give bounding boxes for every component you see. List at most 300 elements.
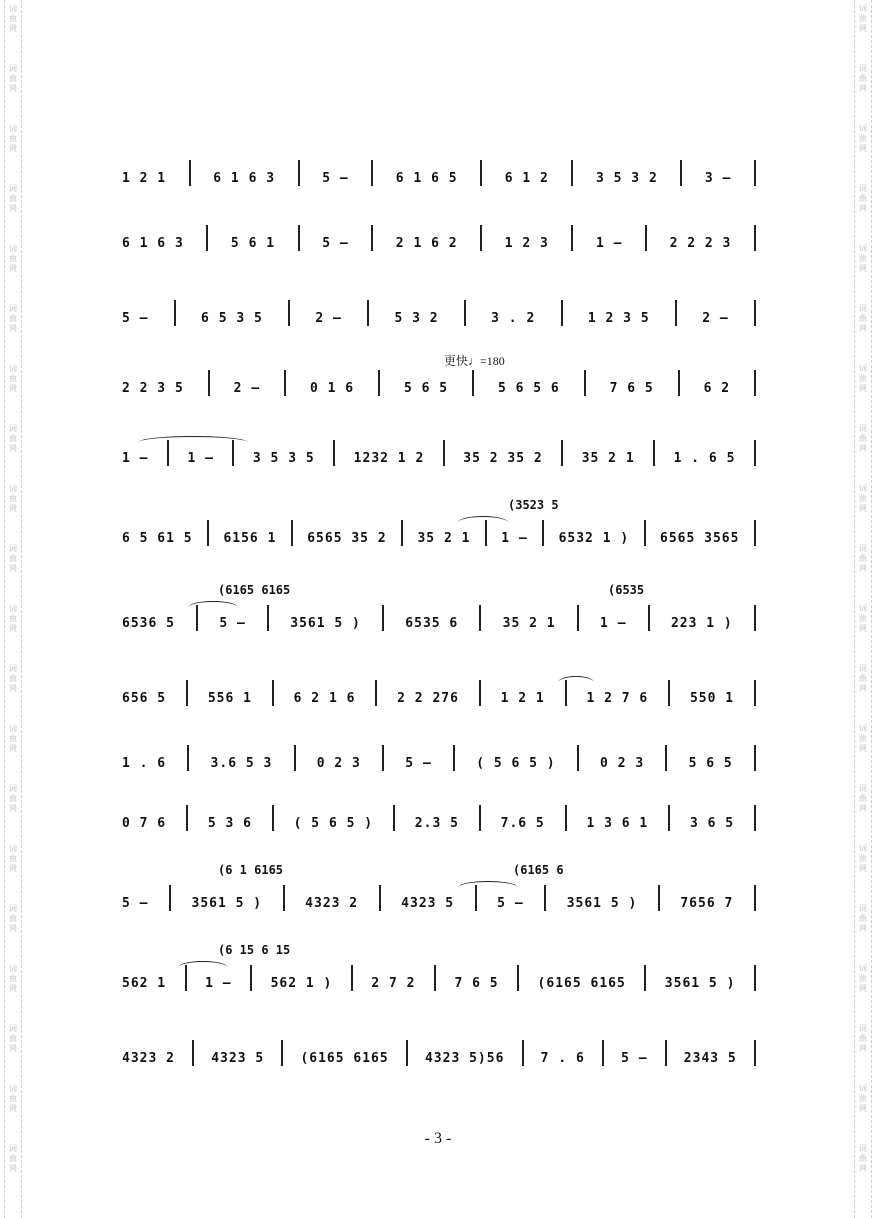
barline: [284, 370, 286, 396]
watermark-group: [5, 780, 21, 840]
watermark-glyph: 网: [859, 264, 867, 273]
score-line: [118, 215, 758, 259]
measure: 5 —: [322, 236, 349, 251]
barline: [393, 805, 395, 831]
barline: [658, 885, 660, 911]
watermark-group: [855, 300, 871, 360]
score-line: [118, 498, 758, 554]
watermark-glyph: 词: [9, 544, 17, 553]
barline: [206, 225, 208, 251]
watermark-glyph: 曲: [9, 674, 17, 683]
watermark-group: [855, 480, 871, 540]
barline: [208, 370, 210, 396]
barline: [754, 605, 756, 631]
measure: 2 —: [315, 311, 342, 326]
watermark-glyph: 词: [859, 184, 867, 193]
measure: 1232 1 2: [353, 451, 425, 466]
watermark-glyph: 词: [9, 4, 17, 13]
watermark-glyph: 曲: [859, 674, 867, 683]
watermark-group: [855, 240, 871, 300]
measure: 3 —: [704, 171, 732, 186]
barline: [207, 520, 209, 546]
measure: 7 6 5: [609, 381, 654, 396]
watermark-glyph: 网: [9, 384, 17, 393]
left-watermark-strip: [4, 0, 22, 1218]
measure: 3 . 2: [491, 311, 536, 326]
measure: 1 —: [501, 531, 528, 546]
measure: 2.3 5: [414, 816, 459, 831]
barline: [542, 520, 544, 546]
tempo-marking: 更快♩=180: [444, 354, 505, 368]
watermark-glyph: 网: [9, 444, 17, 453]
watermark-glyph: 网: [859, 24, 867, 33]
measure: 4323 5: [401, 896, 455, 911]
prelude-annotation: (6165 6165: [218, 583, 291, 597]
watermark-glyph: 曲: [859, 494, 867, 503]
slur-mark: [138, 436, 248, 449]
barline: [472, 370, 474, 396]
watermark-glyph: 曲: [859, 374, 867, 383]
watermark-group: [855, 900, 871, 960]
watermark-glyph: 网: [859, 984, 867, 993]
measure: ( 5 6 5 ): [476, 756, 556, 771]
watermark-glyph: 网: [859, 384, 867, 393]
watermark-glyph: 曲: [9, 494, 17, 503]
watermark-glyph: 词: [859, 664, 867, 673]
measure: 1 3 6 1: [586, 816, 649, 831]
barline: [283, 885, 285, 911]
watermark-glyph: 网: [859, 1164, 867, 1173]
watermark-glyph: 网: [9, 684, 17, 693]
watermark-glyph: 曲: [859, 1154, 867, 1163]
measure: 2 2 276: [397, 691, 459, 706]
watermark-glyph: 曲: [859, 614, 867, 623]
watermark-group: [855, 60, 871, 120]
watermark-group: [855, 600, 871, 660]
watermark-glyph: 曲: [859, 254, 867, 263]
watermark-group: [5, 660, 21, 720]
measure: 1 . 6: [122, 756, 167, 771]
barline: [754, 440, 756, 466]
watermark-glyph: 网: [9, 864, 17, 873]
watermark-group: [855, 840, 871, 900]
notation-row: [118, 225, 758, 251]
watermark-group: [855, 960, 871, 1020]
watermark-group: [5, 900, 21, 960]
measure: 4323 2: [122, 1051, 175, 1066]
watermark-glyph: 网: [9, 1044, 17, 1053]
watermark-glyph: 曲: [9, 854, 17, 863]
barline: [754, 225, 756, 251]
watermark-glyph: 曲: [9, 134, 17, 143]
barline: [464, 300, 466, 326]
notation-row: [118, 745, 758, 771]
watermark-glyph: 曲: [9, 14, 17, 23]
measure: 5 —: [621, 1051, 648, 1066]
measure: 7.6 5: [500, 816, 545, 831]
measure: 5 6 5 6: [497, 381, 560, 396]
barline: [754, 965, 756, 991]
slur-mark: [178, 961, 228, 974]
watermark-glyph: 词: [9, 1144, 17, 1153]
barline: [653, 440, 655, 466]
barline: [401, 520, 403, 546]
watermark-group: [855, 0, 871, 60]
measure: 4323 2: [305, 896, 359, 911]
watermark-group: [5, 480, 21, 540]
measure: 2 2 2 3: [669, 236, 732, 251]
measure: 2343 5: [683, 1051, 737, 1066]
measure: 0 2 3: [316, 756, 361, 771]
watermark-glyph: 曲: [859, 134, 867, 143]
measure: 3561 5 ): [191, 896, 263, 911]
watermark-glyph: 网: [859, 84, 867, 93]
barline: [187, 745, 189, 771]
measure: 6 5 3 5: [201, 311, 263, 326]
measure: 2 2 3 5: [122, 381, 184, 396]
watermark-glyph: 网: [9, 744, 17, 753]
barline: [367, 300, 369, 326]
barline: [644, 520, 646, 546]
barline: [281, 1040, 283, 1066]
watermark-glyph: 词: [9, 1084, 17, 1093]
barline: [298, 225, 300, 251]
watermark-glyph: 词: [859, 724, 867, 733]
barline: [665, 745, 667, 771]
watermark-group: [855, 780, 871, 840]
measure: 35 2 1: [502, 616, 556, 631]
watermark-group: [5, 420, 21, 480]
measure: 5 6 5: [403, 381, 449, 396]
watermark-glyph: 词: [9, 484, 17, 493]
measure: 6 1 6 5: [395, 171, 458, 186]
watermark-glyph: 网: [9, 984, 17, 993]
watermark-glyph: 曲: [859, 74, 867, 83]
prelude-annotation: (6165 6: [513, 863, 564, 877]
measure: 5 —: [322, 171, 349, 186]
watermark-glyph: 网: [9, 204, 17, 213]
barline: [479, 605, 481, 631]
watermark-group: [5, 240, 21, 300]
barline: [754, 520, 756, 546]
barline: [754, 805, 756, 831]
barline: [272, 805, 274, 831]
watermark-glyph: 曲: [9, 734, 17, 743]
measure: 3 5 3 5: [252, 451, 315, 466]
watermark-group: [855, 420, 871, 480]
measure: 2 —: [233, 381, 261, 396]
watermark-glyph: 曲: [859, 1034, 867, 1043]
measure: 3561 5 ): [290, 616, 361, 631]
barline: [571, 160, 573, 186]
barline: [406, 1040, 408, 1066]
watermark-glyph: 网: [859, 684, 867, 693]
measure: 5 —: [122, 311, 149, 326]
barline: [561, 440, 563, 466]
barline: [434, 965, 436, 991]
barline: [665, 1040, 667, 1066]
score-line: [118, 1030, 758, 1074]
watermark-glyph: 网: [9, 624, 17, 633]
score-line: [118, 360, 758, 404]
barline: [351, 965, 353, 991]
watermark-glyph: 网: [859, 564, 867, 573]
measure: 2 7 2: [371, 976, 416, 991]
watermark-glyph: 网: [9, 564, 17, 573]
barline: [480, 160, 482, 186]
barline: [577, 605, 579, 631]
score-line: [118, 430, 758, 474]
watermark-glyph: 曲: [9, 1154, 17, 1163]
barline: [584, 370, 586, 396]
watermark-group: [5, 60, 21, 120]
watermark-glyph: 曲: [859, 734, 867, 743]
watermark-glyph: 词: [9, 784, 17, 793]
watermark-glyph: 曲: [859, 314, 867, 323]
barline: [298, 160, 300, 186]
measure: 5 6 1: [230, 236, 276, 251]
watermark-glyph: 词: [859, 424, 867, 433]
watermark-group: [855, 1140, 871, 1200]
watermark-glyph: 网: [9, 84, 17, 93]
watermark-group: [5, 720, 21, 780]
notation-row: [118, 370, 758, 396]
watermark-glyph: 词: [859, 4, 867, 13]
watermark-glyph: 词: [9, 664, 17, 673]
measure: 6156 1: [223, 531, 277, 546]
notation-row: [118, 160, 758, 186]
watermark-group: [5, 600, 21, 660]
barline: [544, 885, 546, 911]
watermark-glyph: 网: [9, 264, 17, 273]
measure: 5 —: [122, 896, 149, 911]
watermark-glyph: 词: [9, 184, 17, 193]
watermark-glyph: 网: [859, 864, 867, 873]
barline: [577, 745, 579, 771]
barline: [375, 680, 377, 706]
measure: 4323 5: [211, 1051, 265, 1066]
measure: 1 —: [205, 976, 232, 991]
measure: 35 2 35 2: [463, 451, 543, 466]
measure: 1 2 1: [122, 171, 167, 186]
measure: 562 1 ): [270, 976, 333, 991]
measure: 1 —: [600, 616, 627, 631]
watermark-glyph: 词: [9, 964, 17, 973]
slur-mark: [458, 881, 518, 894]
measure: 6 2: [703, 381, 731, 396]
measure: 3 6 5: [689, 816, 735, 831]
watermark-group: [5, 540, 21, 600]
watermark-glyph: 网: [859, 324, 867, 333]
watermark-glyph: 词: [9, 304, 17, 313]
watermark-glyph: 曲: [859, 194, 867, 203]
barline: [480, 225, 482, 251]
barline: [333, 440, 335, 466]
barline: [186, 680, 188, 706]
watermark-glyph: 曲: [9, 254, 17, 263]
watermark-glyph: 词: [859, 844, 867, 853]
watermark-glyph: 网: [9, 1164, 17, 1173]
watermark-glyph: 网: [859, 1044, 867, 1053]
watermark-glyph: 词: [859, 544, 867, 553]
watermark-group: [5, 0, 21, 60]
barline: [571, 225, 573, 251]
watermark-glyph: 词: [9, 1024, 17, 1033]
watermark-glyph: 词: [9, 724, 17, 733]
watermark-glyph: 曲: [9, 74, 17, 83]
watermark-group: [855, 120, 871, 180]
barline: [565, 805, 567, 831]
barline: [186, 805, 188, 831]
watermark-glyph: 词: [859, 784, 867, 793]
barline: [267, 605, 269, 631]
watermark-glyph: 网: [859, 1104, 867, 1113]
barline: [192, 1040, 194, 1066]
measure: 1 —: [122, 451, 149, 466]
score-line: [118, 583, 758, 639]
barline: [602, 1040, 604, 1066]
measure: 35 2 1: [417, 531, 471, 546]
barline: [644, 965, 646, 991]
barline: [382, 605, 384, 631]
slur-mark: [558, 676, 594, 689]
barline: [169, 885, 171, 911]
score-line: [118, 795, 758, 839]
barline: [754, 370, 756, 396]
watermark-group: [5, 960, 21, 1020]
measure: 2 1 6 2: [395, 236, 458, 251]
measure: 6532 1 ): [558, 531, 630, 546]
measure: 223 1 ): [670, 616, 733, 631]
barline: [294, 745, 296, 771]
barline: [453, 745, 455, 771]
measure: (6165 6165: [300, 1051, 389, 1066]
watermark-glyph: 曲: [859, 794, 867, 803]
watermark-glyph: 词: [9, 64, 17, 73]
watermark-glyph: 词: [9, 364, 17, 373]
measure: 1 —: [187, 451, 214, 466]
notation-row: [118, 805, 758, 831]
barline: [291, 520, 293, 546]
barline: [250, 965, 252, 991]
watermark-glyph: 网: [9, 1104, 17, 1113]
watermark-glyph: 曲: [9, 794, 17, 803]
watermark-glyph: 网: [859, 924, 867, 933]
score-line: [118, 943, 758, 999]
watermark-glyph: 网: [9, 804, 17, 813]
watermark-glyph: 曲: [859, 854, 867, 863]
measure: 656 5: [122, 691, 167, 706]
watermark-group: [855, 540, 871, 600]
barline: [675, 300, 677, 326]
barline: [379, 885, 381, 911]
measure: 5 3 6: [207, 816, 252, 831]
watermark-group: [855, 1020, 871, 1080]
measure: 6565 35 2: [307, 531, 387, 546]
score-line: [118, 150, 758, 194]
watermark-glyph: 词: [859, 64, 867, 73]
watermark-group: [855, 660, 871, 720]
barline: [522, 1040, 524, 1066]
prelude-annotation: (6535: [608, 583, 645, 597]
barline: [174, 300, 176, 326]
watermark-glyph: 词: [859, 1024, 867, 1033]
measure: 35 2 1: [581, 451, 635, 466]
barline: [479, 805, 481, 831]
measure: 562 1: [122, 976, 167, 991]
watermark-glyph: 曲: [9, 194, 17, 203]
measure: 3561 5 ): [664, 976, 736, 991]
barline: [189, 160, 191, 186]
barline: [561, 300, 563, 326]
watermark-glyph: 词: [859, 964, 867, 973]
measure: 7 6 5: [454, 976, 499, 991]
watermark-glyph: 曲: [9, 914, 17, 923]
barline: [754, 300, 756, 326]
measure: 6 1 6 3: [122, 236, 184, 251]
measure: 1 . 6 5: [673, 451, 736, 466]
barline: [479, 680, 481, 706]
barline: [754, 745, 756, 771]
watermark-glyph: 词: [859, 1084, 867, 1093]
watermark-glyph: 曲: [859, 914, 867, 923]
watermark-glyph: 曲: [859, 14, 867, 23]
watermark-glyph: 词: [859, 484, 867, 493]
watermark-glyph: 网: [859, 144, 867, 153]
measure: 5 —: [405, 756, 432, 771]
watermark-glyph: 曲: [9, 1094, 17, 1103]
watermark-glyph: 词: [859, 124, 867, 133]
watermark-glyph: 网: [9, 924, 17, 933]
score-line: [118, 735, 758, 779]
notation-row: [118, 520, 758, 546]
watermark-group: [5, 120, 21, 180]
notation-row: [118, 1040, 758, 1066]
watermark-glyph: 词: [859, 364, 867, 373]
watermark-glyph: 词: [9, 124, 17, 133]
watermark-glyph: 曲: [859, 434, 867, 443]
watermark-glyph: 网: [9, 324, 17, 333]
barline: [378, 370, 380, 396]
notation-row: [118, 680, 758, 706]
barline: [680, 160, 682, 186]
watermark-glyph: 词: [9, 424, 17, 433]
watermark-glyph: 词: [859, 904, 867, 913]
barline: [754, 885, 756, 911]
measure: 7 . 6: [540, 1051, 585, 1066]
watermark-glyph: 网: [859, 624, 867, 633]
watermark-glyph: 曲: [9, 614, 17, 623]
barline: [288, 300, 290, 326]
page-number: - 3 -: [424, 1130, 452, 1147]
watermark-group: [5, 180, 21, 240]
watermark-glyph: 网: [859, 504, 867, 513]
watermark-glyph: 网: [9, 24, 17, 33]
measure: 6 1 6 3: [213, 171, 276, 186]
watermark-glyph: 网: [9, 504, 17, 513]
watermark-glyph: 曲: [9, 434, 17, 443]
watermark-glyph: 网: [859, 804, 867, 813]
watermark-group: [855, 180, 871, 240]
prelude-annotation: (3523 5: [508, 498, 559, 512]
measure: 3.6 5 3: [210, 756, 273, 771]
watermark-glyph: 网: [859, 744, 867, 753]
watermark-glyph: 曲: [859, 554, 867, 563]
watermark-glyph: 词: [859, 604, 867, 613]
watermark-glyph: 网: [859, 444, 867, 453]
watermark-group: [5, 1020, 21, 1080]
barline: [382, 745, 384, 771]
